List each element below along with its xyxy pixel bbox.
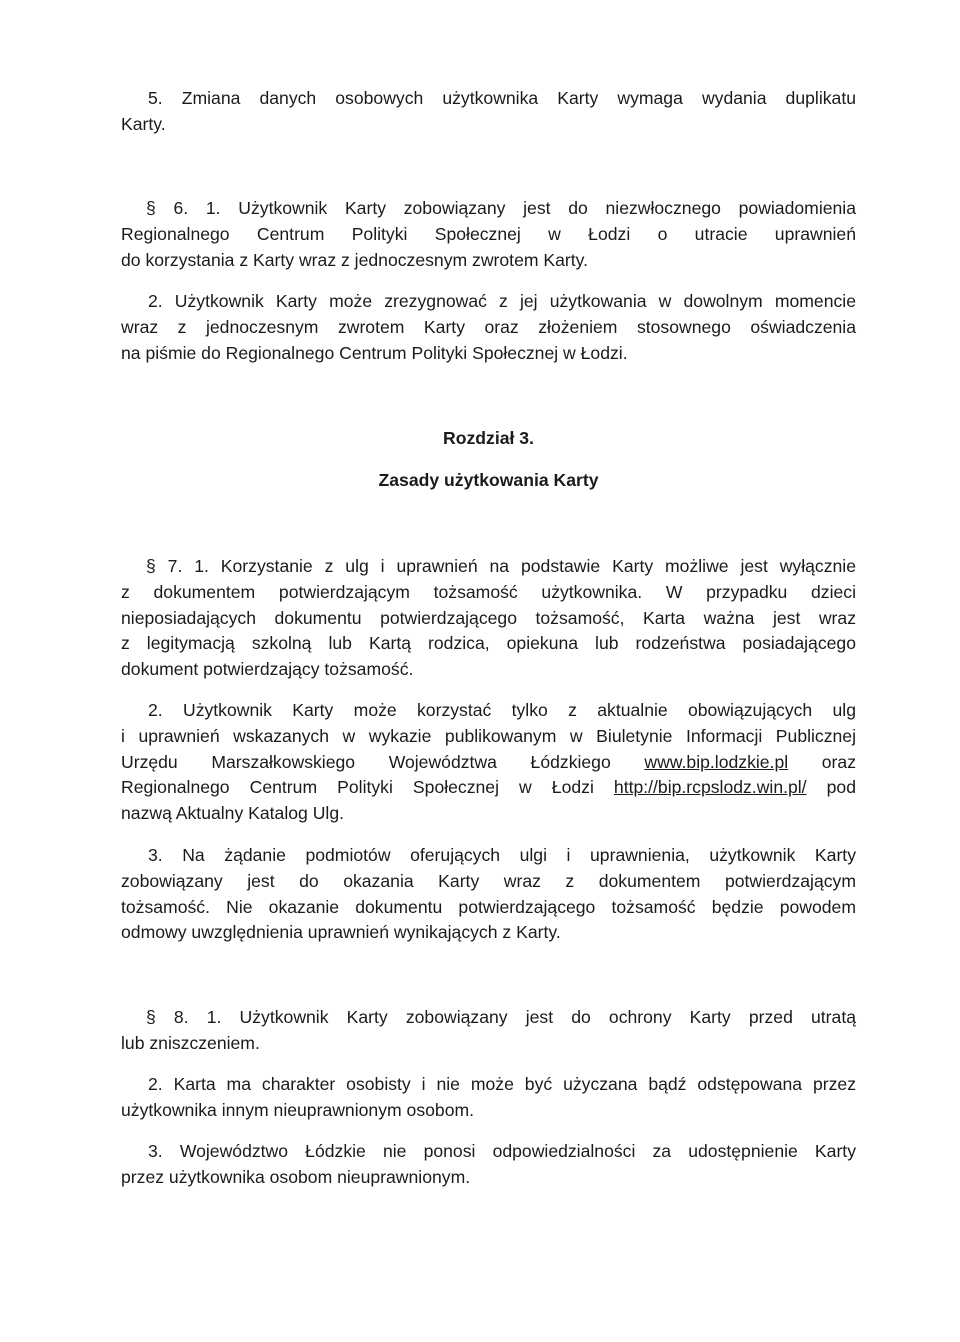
section-7-point-1 bbox=[121, 554, 856, 580]
section-7-point-3 bbox=[121, 843, 856, 869]
chapter-number: Rozdział 3. bbox=[443, 428, 534, 448]
section-8-point-2 bbox=[121, 1072, 856, 1098]
section-7-point-2 bbox=[121, 698, 856, 724]
text-line: 2. Użytkownik Karty może korzystać tylko z aktualnie obowiązujących ulg bbox=[148, 700, 856, 720]
bip-lodzkie-link[interactable]: www.bip.lodzkie.pl bbox=[644, 751, 789, 772]
text-line: Regionalnego Centrum Polityki Społecznej w Łodzi o utracie uprawnień bbox=[121, 224, 856, 244]
section-7-point-3-cont bbox=[121, 869, 856, 946]
text-line: na piśmie do Regionalnego Centrum Polityki Społecznej w Łodzi. bbox=[121, 342, 628, 363]
text-fragment: oraz bbox=[788, 751, 856, 772]
text-line: 2. Karta ma charakter osobisty i nie może być użyczana bądź odstępowana przez bbox=[148, 1074, 856, 1094]
text-line bbox=[121, 750, 856, 776]
section-8-point-1-cont bbox=[121, 1031, 856, 1057]
section-8-point-1 bbox=[121, 1005, 856, 1031]
text-line: wraz z jednoczesnym zwrotem Karty oraz złożeniem stosownego oświadczenia bbox=[121, 317, 856, 337]
text-line: 3. Na żądanie podmiotów oferujących ulgi i uprawnienia, użytkownik Karty bbox=[148, 845, 856, 865]
text-line: 5. Zmiana danych osobowych użytkownika Karty wymaga wydania duplikatu bbox=[148, 88, 856, 108]
section-6-point-1-cont bbox=[121, 222, 856, 273]
text-fragment: Urzędu Marszałkowskiego Województwa Łódzkiego bbox=[121, 751, 645, 772]
text-line: § 6. 1. Użytkownik Karty zobowiązany jest do niezwłocznego powiadomienia bbox=[146, 198, 856, 218]
text-line: § 7. 1. Korzystanie z ulg i uprawnień na podstawie Karty możliwe jest wyłącznie bbox=[146, 556, 856, 576]
section-6-point-1 bbox=[121, 196, 856, 222]
section-6-point-2 bbox=[121, 289, 856, 315]
text-fragment: pod bbox=[806, 777, 856, 798]
section-8-point-3-cont bbox=[121, 1165, 856, 1191]
section-6-point-2-cont bbox=[121, 315, 856, 366]
text-line: nazwą Aktualny Katalog Ulg. bbox=[121, 802, 344, 823]
chapter-title: Zasady użytkowania Karty bbox=[378, 470, 599, 490]
text-line: do korzystania z Karty wraz z jednoczesnym zwrotem Karty. bbox=[121, 249, 589, 270]
text-line: z legitymacją szkolną lub Kartą rodzica, opiekuna lub rodzeństwa posiadającego bbox=[121, 633, 856, 654]
section-7-point-2-cont bbox=[121, 724, 856, 826]
text-line: lub zniszczeniem. bbox=[121, 1033, 260, 1053]
paragraph-5 bbox=[121, 86, 856, 112]
text-line: z dokumentem potwierdzającym tożsamość użytkownika. W przypadku dzieci bbox=[121, 582, 856, 602]
text-line: 3. Województwo Łódzkie nie ponosi odpowiedzialności za udostępnienie Karty bbox=[148, 1141, 856, 1161]
text-line: dokument potwierdzający tożsamość. bbox=[121, 658, 414, 679]
text-line: tożsamość. Nie okazanie dokumentu potwierdzającego tożsamość będzie powodem bbox=[121, 896, 856, 917]
text-line: użytkownika innym nieuprawnionym osobom. bbox=[121, 1100, 475, 1120]
text-line: przez użytkownika osobom nieuprawnionym. bbox=[121, 1167, 471, 1187]
text-line bbox=[121, 775, 856, 801]
text-line: odmowy uwzględnienia uprawnień wynikających z Karty. bbox=[121, 922, 561, 943]
text-line: Karty. bbox=[121, 114, 166, 134]
text-line: 2. Użytkownik Karty może zrezygnować z jej użytkowania w dowolnym momencie bbox=[148, 291, 856, 311]
section-7-point-1-cont bbox=[121, 580, 856, 682]
text-line: § 8. 1. Użytkownik Karty zobowiązany jest do ochrony Karty przed utratą bbox=[146, 1007, 856, 1027]
bip-rcps-link[interactable]: http://bip.rcpslodz.win.pl/ bbox=[613, 777, 807, 798]
section-8-point-3 bbox=[121, 1139, 856, 1165]
text-line: i uprawnień wskazanych w wykazie publikowanym w Biuletynie Informacji Publicznej bbox=[121, 726, 856, 746]
text-line: nieposiadających dokumentu potwierdzającego tożsamość, Karta ważna jest wraz bbox=[121, 607, 856, 628]
text-line: zobowiązany jest do okazania Karty wraz z dokumentem potwierdzającym bbox=[121, 871, 856, 891]
text-fragment: Regionalnego Centrum Polityki Społecznej w Łodzi bbox=[121, 777, 614, 798]
paragraph-5-cont bbox=[121, 112, 856, 138]
section-8-point-2-cont bbox=[121, 1098, 856, 1124]
